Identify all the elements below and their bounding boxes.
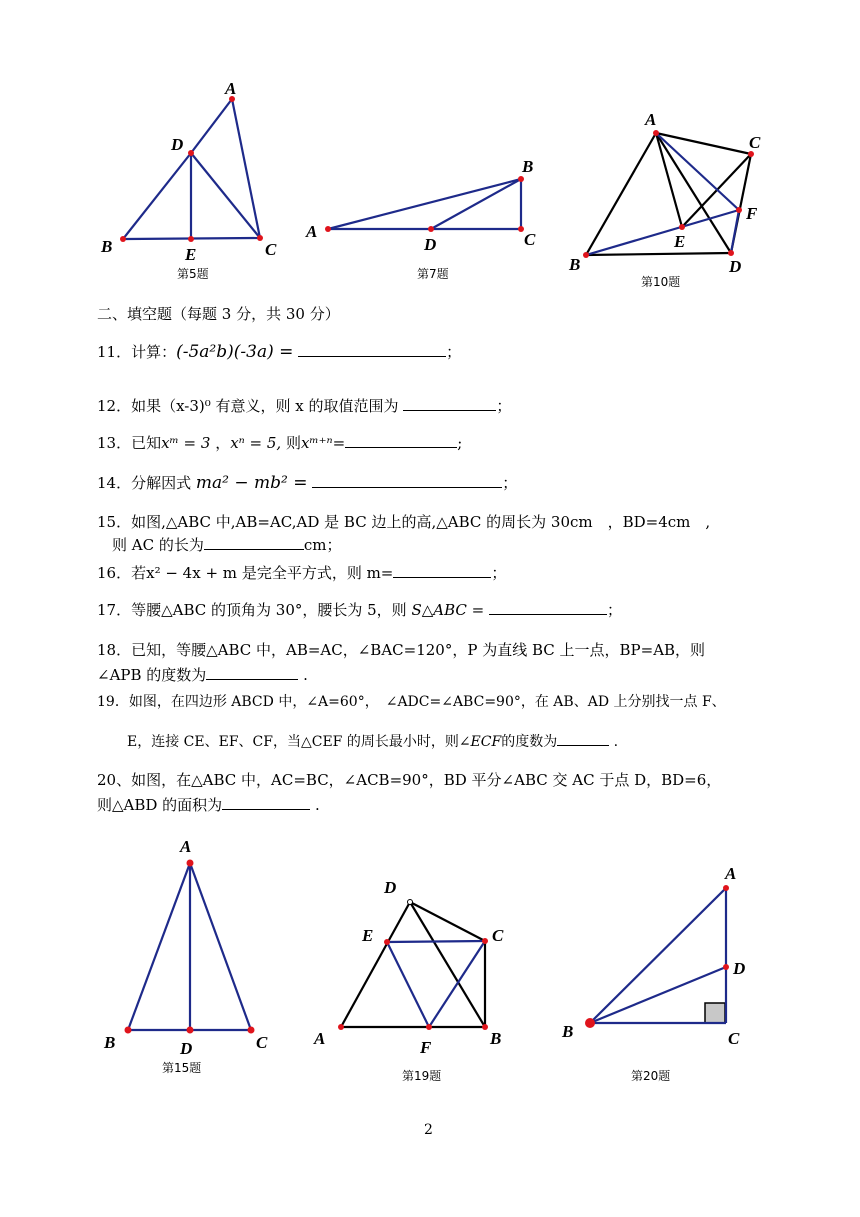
label-a: A [645,110,657,129]
point-c [482,938,488,944]
figure-19-black-lines [341,902,485,1027]
question-14-number: 14． [97,474,132,492]
question-12-number: 12． [97,397,132,415]
answer-blank-14[interactable] [312,473,502,488]
figure-15-lines [128,863,251,1030]
question-13-text-b: 则 [285,434,301,452]
question-20-line-1 [97,770,721,790]
answer-blank-17[interactable] [489,600,607,615]
point-d [728,250,734,256]
question-15-line-2 [112,535,341,555]
question-19-text-2c: 的度数为 [501,734,558,750]
question-19-line-2 [127,731,618,752]
question-14-end: ； [502,474,518,492]
figure-7-lines [328,179,521,229]
question-19-text: 如图，在四边形 ABCD 中，∠A=60°， ∠ADC=∠ABC=90°，在 AB、AD 上分别找一点 F、 [128,694,726,710]
question-16 [97,563,506,583]
question-16-number: 16． [97,564,132,582]
figure-7-caption: 第7题 [417,267,449,281]
question-17 [97,600,622,620]
answer-blank-19[interactable] [557,731,609,746]
question-13-end: ; [457,434,463,452]
label-d: D [733,959,746,978]
label-a: A [225,79,237,98]
label-e: E [362,926,374,945]
point-d [428,226,434,232]
point-d [188,150,194,156]
right-angle-mark [705,1003,725,1023]
question-11-end: ； [446,343,462,361]
figure-10-caption: 第10题 [641,275,681,289]
point-e [679,224,685,230]
question-13-expr-c: xᵐ⁺ⁿ= [300,434,346,452]
point-d [723,964,729,970]
label-c: C [256,1033,268,1052]
label-e: E [674,232,686,251]
point-f [736,207,742,213]
point-b [518,176,524,182]
answer-blank-15[interactable] [204,535,304,550]
answer-blank-11[interactable] [298,342,446,357]
point-b [125,1027,132,1034]
question-11-expression: (-5a²b)(-3a) = [176,342,294,362]
question-18-end: . [303,666,308,684]
point-b [585,1018,595,1028]
figure-19 [310,872,525,1087]
page-number: 2 [424,1122,433,1138]
question-19-end: . [613,734,619,750]
point-a [187,860,194,867]
question-13-sep: ， [215,434,231,452]
figure-19-blue-lines [387,941,485,1027]
question-18-number: 18． [97,641,132,659]
question-11-number: 11． [97,343,132,361]
figure-5 [95,78,295,288]
point-b [482,1024,488,1030]
question-15-text-2a: 则 AC 的长为 [112,536,204,554]
question-20-number: 20、 [97,771,132,789]
question-13-expr-b: xⁿ = 5, [230,434,282,452]
label-c: C [265,240,277,259]
figure-15 [100,835,290,1080]
question-11-text: 计算： [131,343,177,361]
question-12-end: ； [496,397,512,415]
question-17-expression: S△ABC = [411,601,485,619]
label-e: E [185,245,197,264]
answer-blank-16[interactable] [393,563,491,578]
question-18-line-1 [97,640,705,660]
point-e [384,939,390,945]
question-19-text-2b: ∠ECF [458,734,502,750]
question-15-text-2b: cm； [303,536,342,554]
point-d [187,1027,194,1034]
label-c: C [492,926,504,945]
figure-19-caption: 第19题 [402,1069,442,1083]
question-13-expr-a: xᵐ = 3 [161,434,211,452]
label-d: D [171,135,184,154]
figure-10 [565,108,780,298]
figure-7 [300,150,550,290]
label-c: C [728,1029,740,1048]
question-14-text: 分解因式 [131,474,192,492]
point-a [653,130,659,136]
question-16-end: ； [491,564,507,582]
question-14 [97,473,517,493]
label-f: F [746,204,758,223]
label-b: B [522,157,534,176]
point-d [408,900,413,905]
question-13-text-a: 已知 [131,434,162,452]
label-a: A [314,1029,326,1048]
question-17-number: 17． [97,601,132,619]
label-c: C [524,230,536,249]
question-19-line-1 [97,692,726,712]
question-13 [97,433,462,453]
label-a: A [180,837,192,856]
point-a [338,1024,344,1030]
question-15-text: 如图,△ABC 中,AB=AC,AD 是 BC 边上的高,△ABC 的周长为 30cm ，BD=4cm , [131,513,711,531]
label-d: D [729,257,742,276]
label-a: A [306,222,318,241]
point-b [120,236,126,242]
figure-20-caption: 第20题 [631,1069,671,1083]
point-f [426,1024,432,1030]
question-16-text-b: 是完全平方式，则 m= [241,564,394,582]
label-b: B [101,237,113,256]
figure-20 [555,855,755,1090]
question-18-line-2 [97,665,308,685]
point-a [325,226,331,232]
question-20-text-2: 则△ABD 的面积为 [97,796,223,814]
label-b: B [104,1033,116,1052]
label-a: A [725,864,737,883]
point-c [248,1027,255,1034]
figure-10-blue-lines [586,133,739,255]
point-c [257,235,263,241]
question-17-text: 等腰△ABC 的顶角为 30°，腰长为 5，则 [131,601,407,619]
label-b: B [490,1029,502,1048]
figure-5-lines [123,99,260,239]
label-b: B [569,255,581,274]
point-b [583,252,589,258]
point-e [188,236,194,242]
question-12 [97,396,511,416]
answer-blank-13[interactable] [345,433,457,448]
answer-blank-12[interactable] [403,396,496,411]
point-a [723,885,729,891]
figure-15-caption: 第15题 [162,1061,202,1075]
label-d: D [424,235,437,254]
question-11 [97,342,461,362]
question-20-text: 如图，在△ABC 中，AC=BC，∠ACB=90°，BD 平分∠ABC 交 AC 于点 D，BD=6， [131,771,722,789]
question-12-text: 如果（x-3)⁰ 有意义，则 x 的取值范围为 [131,397,399,415]
question-17-end: ； [607,601,623,619]
question-16-expression: x² − 4x + m [146,564,238,582]
label-d: D [384,878,397,897]
figure-10-black-lines [586,133,751,255]
label-b: B [562,1022,574,1041]
question-19-text-2a: E，连接 CE、EF、CF，当△CEF 的周长最小时，则 [127,734,459,750]
label-d: D [180,1039,193,1058]
question-19-number: 19． [97,694,129,710]
question-20-line-2 [97,795,320,815]
question-16-text-a: 若 [131,564,147,582]
question-18-text-2: ∠APB 的度数为 [97,666,207,684]
question-13-number: 13． [97,434,132,452]
label-c: C [749,133,761,152]
question-15-number: 15． [97,513,132,531]
question-15-line-1 [97,512,710,532]
question-18-text: 已知，等腰△ABC 中，AB=AC，∠BAC=120°，P 为直线 BC 上一点，BP=AB，则 [131,641,706,659]
answer-blank-20[interactable] [222,795,310,810]
question-20-end: . [314,796,320,814]
answer-blank-18[interactable] [206,665,298,680]
section-title: 二、填空题（每题 3 分，共 30 分） [97,305,340,323]
figure-5-caption: 第5题 [177,267,209,281]
question-14-expression: ma² − mb² = [195,473,308,493]
label-f: F [420,1038,432,1057]
